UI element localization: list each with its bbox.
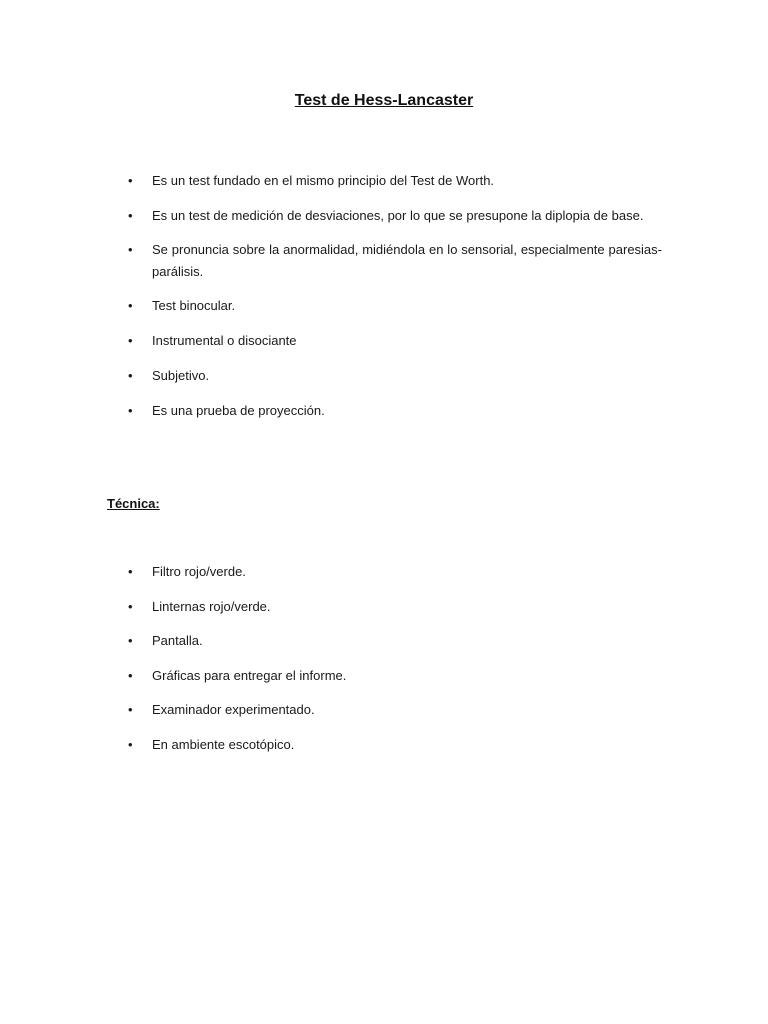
bullet-icon: • — [128, 564, 133, 579]
list-item-text: Filtro rojo/verde. — [152, 564, 246, 579]
list-item — [128, 330, 662, 352]
list-item — [128, 400, 662, 422]
list-item-text: Pantalla. — [152, 633, 203, 649]
list-item-text: En ambiente escotópico. — [152, 736, 295, 752]
list-item-text: Es un test de medición de desviaciones, por lo que se presupone la diplopia de base. — [152, 208, 644, 223]
list-item — [128, 239, 662, 283]
list-item — [128, 170, 662, 192]
list-item — [128, 365, 662, 387]
bullet-icon: • — [128, 368, 133, 383]
technique-heading: Técnica: — [107, 496, 160, 511]
bullet-icon: • — [128, 403, 133, 418]
technique-list — [128, 561, 662, 769]
list-item-text: Se pronuncia sobre la anormalidad, midiéndola en lo sensorial, especialmente paresias-parálisis. — [152, 242, 662, 279]
bullet-icon: • — [128, 702, 133, 718]
list-item — [128, 665, 662, 687]
list-item — [128, 295, 662, 317]
bullet-icon: • — [128, 667, 133, 683]
list-item-text: Es una prueba de proyección. — [152, 403, 325, 418]
bullet-icon: • — [128, 736, 133, 752]
bullet-icon: • — [128, 633, 133, 649]
list-item-text: Gráficas para entregar el informe. — [152, 667, 347, 683]
characteristics-list — [128, 170, 662, 422]
list-item-text: Test binocular. — [152, 298, 236, 313]
list-item-text: Linternas rojo/verde. — [152, 598, 271, 614]
document-title: Test de Hess-Lancaster — [294, 92, 474, 109]
list-item — [128, 205, 662, 227]
bullet-icon: • — [128, 598, 133, 614]
bullet-icon: • — [128, 242, 133, 257]
list-item — [128, 630, 662, 652]
list-item — [128, 561, 662, 583]
bullet-icon: • — [128, 173, 133, 188]
bullet-icon: • — [128, 333, 133, 348]
list-item — [128, 699, 662, 721]
bullet-icon: • — [128, 298, 133, 313]
list-item-text: Examinador experimentado. — [152, 702, 315, 718]
list-item-text: Es un test fundado en el mismo principio del Test de Worth. — [152, 173, 495, 188]
list-item — [128, 734, 662, 756]
list-item-text: Instrumental o disociante — [152, 333, 297, 348]
list-item-text: Subjetivo. — [152, 368, 210, 383]
list-item — [128, 596, 662, 618]
bullet-icon: • — [128, 208, 133, 223]
